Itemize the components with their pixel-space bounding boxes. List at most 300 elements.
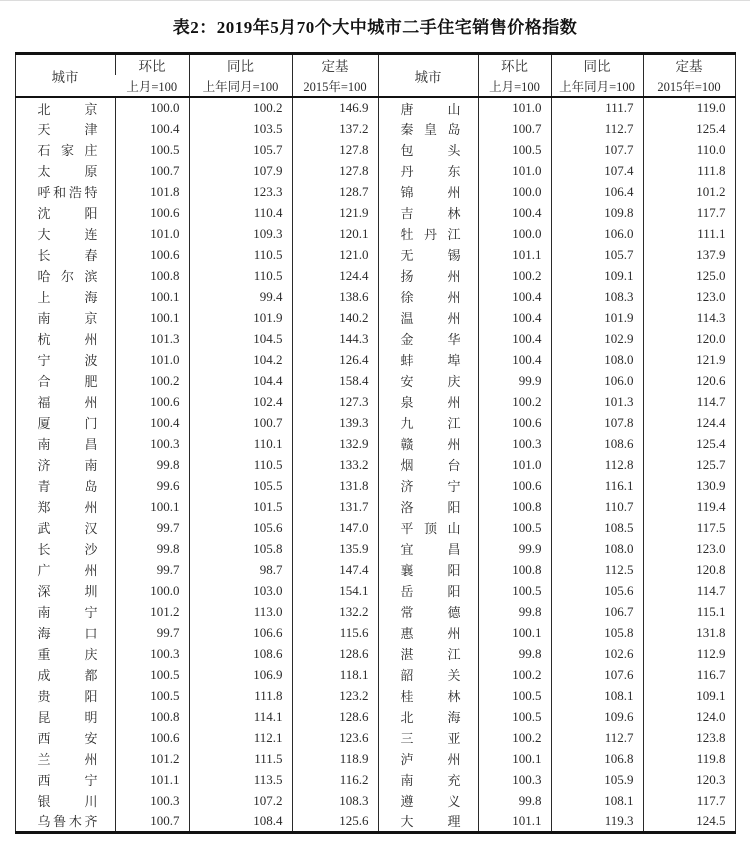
- header-base-right: 定基: [643, 54, 735, 76]
- city-name-right: 蚌埠: [378, 349, 478, 370]
- city-name-left: 兰州: [37, 752, 98, 767]
- city-name-right: 常德: [378, 601, 478, 622]
- yoy-value-left: 110.5: [189, 454, 292, 475]
- table-title: 表2：2019年5月70个大中城市二手住宅销售价格指数: [172, 18, 578, 37]
- city-name-left: 南宁: [37, 605, 98, 620]
- yoy-value-right: 109.6: [551, 706, 643, 727]
- yoy-value-right: 101.9: [551, 307, 643, 328]
- mom-value-right: 100.4: [478, 202, 551, 223]
- base-value-left: 120.1: [292, 223, 378, 244]
- yoy-value-left: 100.7: [189, 412, 292, 433]
- yoy-value-right: 111.7: [551, 97, 643, 118]
- yoy-value-left: 103.0: [189, 580, 292, 601]
- yoy-value-left: 110.1: [189, 433, 292, 454]
- mom-value-left: 100.6: [115, 391, 189, 412]
- city-name-left: 贵阳: [37, 689, 98, 704]
- city-name-left: 天津: [37, 122, 98, 137]
- table-row: [15, 517, 735, 538]
- table-row: [15, 412, 735, 433]
- yoy-value-left: 106.9: [189, 664, 292, 685]
- yoy-value-left: 114.1: [189, 706, 292, 727]
- base-value-right: 117.7: [643, 202, 735, 223]
- mom-value-right: 99.9: [478, 538, 551, 559]
- base-value-right: 110.0: [643, 139, 735, 160]
- table-row: [15, 685, 735, 706]
- mom-value-right: 100.4: [478, 307, 551, 328]
- table-row: [15, 328, 735, 349]
- table-row: [15, 370, 735, 391]
- yoy-value-left: 98.7: [189, 559, 292, 580]
- mom-value-right: 100.1: [478, 622, 551, 643]
- mom-value-left: 101.0: [115, 349, 189, 370]
- yoy-value-right: 107.7: [551, 139, 643, 160]
- mom-value-left: 100.0: [115, 97, 189, 118]
- header-mom-right: 环比: [478, 54, 551, 76]
- table-row: [15, 769, 735, 790]
- mom-value-left: 100.4: [115, 118, 189, 139]
- table-row: [15, 601, 735, 622]
- base-value-right: 120.3: [643, 769, 735, 790]
- mom-value-left: 100.4: [115, 412, 189, 433]
- yoy-value-right: 106.8: [551, 748, 643, 769]
- mom-value-left: 99.7: [115, 517, 189, 538]
- city-name-left: 重庆: [37, 647, 98, 662]
- base-value-right: 125.7: [643, 454, 735, 475]
- mom-value-right: 100.3: [478, 433, 551, 454]
- mom-value-left: 101.8: [115, 181, 189, 202]
- table-row: [15, 202, 735, 223]
- mom-value-right: 100.2: [478, 727, 551, 748]
- city-name-left: 呼和浩特: [37, 185, 98, 200]
- yoy-value-right: 110.7: [551, 496, 643, 517]
- base-value-right: 130.9: [643, 475, 735, 496]
- table-row: [15, 118, 735, 139]
- city-name-right: 秦皇岛: [378, 118, 478, 139]
- mom-value-left: 100.7: [115, 811, 189, 832]
- yoy-value-right: 108.1: [551, 685, 643, 706]
- yoy-value-right: 105.7: [551, 244, 643, 265]
- base-value-left: 127.8: [292, 139, 378, 160]
- base-value-left: 128.7: [292, 181, 378, 202]
- mom-value-left: 101.2: [115, 748, 189, 769]
- table-row: [15, 223, 735, 244]
- header-city-right: 城市: [378, 54, 478, 98]
- mom-value-right: 100.2: [478, 664, 551, 685]
- base-value-left: 131.7: [292, 496, 378, 517]
- yoy-value-right: 105.6: [551, 580, 643, 601]
- subheader-base-left: 2015年=100: [292, 75, 378, 97]
- mom-value-right: 101.0: [478, 97, 551, 118]
- city-name-right: 无锡: [378, 244, 478, 265]
- table-row: [15, 433, 735, 454]
- city-name-left: 福州: [37, 395, 98, 410]
- yoy-value-right: 102.9: [551, 328, 643, 349]
- base-value-left: 125.6: [292, 811, 378, 832]
- city-name-left: 南昌: [37, 437, 98, 452]
- mom-value-right: 101.0: [478, 160, 551, 181]
- price-index-table: [15, 52, 736, 834]
- yoy-value-left: 100.2: [189, 97, 292, 118]
- mom-value-left: 100.5: [115, 664, 189, 685]
- mom-value-left: 100.2: [115, 370, 189, 391]
- city-name-left: 厦门: [37, 416, 98, 431]
- city-name-left: 杭州: [37, 332, 98, 347]
- header-mom-left: 环比: [115, 54, 189, 76]
- subheader-yoy-left: 上年同月=100: [189, 75, 292, 97]
- base-value-left: 131.8: [292, 475, 378, 496]
- city-name-right: 丹东: [378, 160, 478, 181]
- mom-value-left: 99.8: [115, 454, 189, 475]
- city-name-left: 西宁: [37, 773, 98, 788]
- base-value-right: 111.1: [643, 223, 735, 244]
- base-value-left: 124.4: [292, 265, 378, 286]
- city-name-left: 乌鲁木齐: [37, 814, 98, 830]
- city-name-left: 广州: [37, 563, 98, 578]
- city-name-right: 安庆: [378, 370, 478, 391]
- city-name-right: 济宁: [378, 475, 478, 496]
- mom-value-left: 101.3: [115, 328, 189, 349]
- yoy-value-right: 108.1: [551, 790, 643, 811]
- city-name-left: 海口: [37, 626, 98, 641]
- yoy-value-right: 107.4: [551, 160, 643, 181]
- city-name-left: 合肥: [37, 374, 98, 389]
- yoy-value-right: 112.8: [551, 454, 643, 475]
- yoy-value-right: 108.6: [551, 433, 643, 454]
- city-name-right: 九江: [378, 412, 478, 433]
- city-name-right: 金华: [378, 328, 478, 349]
- yoy-value-right: 107.6: [551, 664, 643, 685]
- yoy-value-right: 101.3: [551, 391, 643, 412]
- city-name-right: 大理: [378, 811, 478, 832]
- base-value-left: 115.6: [292, 622, 378, 643]
- yoy-value-left: 107.2: [189, 790, 292, 811]
- base-value-right: 117.5: [643, 517, 735, 538]
- table-row: [15, 643, 735, 664]
- city-name-right: 宜昌: [378, 538, 478, 559]
- base-value-right: 124.5: [643, 811, 735, 832]
- city-name-left: 深圳: [37, 584, 98, 599]
- yoy-value-left: 103.5: [189, 118, 292, 139]
- city-name-right: 吉林: [378, 202, 478, 223]
- mom-value-left: 101.0: [115, 223, 189, 244]
- city-name-left: 南京: [37, 311, 98, 326]
- city-name-right: 徐州: [378, 286, 478, 307]
- mom-value-right: 100.8: [478, 559, 551, 580]
- table-row: [15, 265, 735, 286]
- yoy-value-left: 102.4: [189, 391, 292, 412]
- mom-value-left: 100.1: [115, 307, 189, 328]
- base-value-right: 120.6: [643, 370, 735, 391]
- yoy-value-right: 106.4: [551, 181, 643, 202]
- mom-value-right: 99.8: [478, 790, 551, 811]
- table-row: [15, 496, 735, 517]
- city-name-right: 襄阳: [378, 559, 478, 580]
- yoy-value-left: 106.6: [189, 622, 292, 643]
- base-value-left: 137.2: [292, 118, 378, 139]
- base-value-left: 135.9: [292, 538, 378, 559]
- base-value-left: 108.3: [292, 790, 378, 811]
- city-name-right: 烟台: [378, 454, 478, 475]
- base-value-left: 116.2: [292, 769, 378, 790]
- mom-value-right: 100.2: [478, 391, 551, 412]
- base-value-right: 109.1: [643, 685, 735, 706]
- base-value-right: 114.3: [643, 307, 735, 328]
- yoy-value-left: 111.8: [189, 685, 292, 706]
- yoy-value-left: 105.7: [189, 139, 292, 160]
- mom-value-right: 100.6: [478, 412, 551, 433]
- city-name-left: 宁波: [37, 353, 98, 368]
- base-value-right: 114.7: [643, 580, 735, 601]
- yoy-value-left: 110.5: [189, 244, 292, 265]
- city-name-left: 长沙: [37, 542, 98, 557]
- city-name-left: 济南: [37, 458, 98, 473]
- subheader-mom-right: 上月=100: [478, 75, 551, 97]
- yoy-value-left: 101.9: [189, 307, 292, 328]
- city-name-left: 青岛: [37, 479, 98, 494]
- subheader-base-right: 2015年=100: [643, 75, 735, 97]
- mom-value-right: 100.4: [478, 349, 551, 370]
- mom-value-left: 100.1: [115, 286, 189, 307]
- mom-value-left: 100.5: [115, 139, 189, 160]
- base-value-left: 128.6: [292, 643, 378, 664]
- yoy-value-left: 105.5: [189, 475, 292, 496]
- yoy-value-right: 105.9: [551, 769, 643, 790]
- city-name-left: 上海: [37, 290, 98, 305]
- yoy-value-left: 123.3: [189, 181, 292, 202]
- base-value-left: 138.6: [292, 286, 378, 307]
- base-value-left: 147.4: [292, 559, 378, 580]
- base-value-left: 139.3: [292, 412, 378, 433]
- mom-value-right: 100.4: [478, 328, 551, 349]
- city-name-left: 郑州: [37, 500, 98, 515]
- yoy-value-left: 107.9: [189, 160, 292, 181]
- mom-value-left: 99.7: [115, 559, 189, 580]
- city-name-right: 锦州: [378, 181, 478, 202]
- mom-value-left: 101.1: [115, 769, 189, 790]
- city-name-left: 西安: [37, 731, 98, 746]
- city-name-right: 唐山: [378, 97, 478, 118]
- city-name-right: 三亚: [378, 727, 478, 748]
- yoy-value-right: 109.8: [551, 202, 643, 223]
- base-value-right: 111.8: [643, 160, 735, 181]
- subheader-mom-left: 上月=100: [115, 75, 189, 97]
- yoy-value-left: 113.0: [189, 601, 292, 622]
- base-value-left: 132.2: [292, 601, 378, 622]
- mom-value-right: 99.9: [478, 370, 551, 391]
- header-base-left: 定基: [292, 54, 378, 76]
- table-row: [15, 559, 735, 580]
- city-name-left: 银川: [37, 794, 98, 809]
- mom-value-right: 100.5: [478, 706, 551, 727]
- base-value-left: 121.9: [292, 202, 378, 223]
- mom-value-left: 100.6: [115, 727, 189, 748]
- table-row: [15, 349, 735, 370]
- mom-value-left: 100.6: [115, 244, 189, 265]
- base-value-left: 158.4: [292, 370, 378, 391]
- yoy-value-right: 108.3: [551, 286, 643, 307]
- mom-value-left: 100.3: [115, 643, 189, 664]
- mom-value-right: 100.1: [478, 748, 551, 769]
- base-value-right: 119.4: [643, 496, 735, 517]
- table-row: [15, 391, 735, 412]
- mom-value-left: 100.0: [115, 580, 189, 601]
- yoy-value-left: 108.6: [189, 643, 292, 664]
- yoy-value-right: 106.0: [551, 223, 643, 244]
- mom-value-left: 100.7: [115, 160, 189, 181]
- mom-value-left: 100.6: [115, 202, 189, 223]
- base-value-right: 125.0: [643, 265, 735, 286]
- base-value-right: 124.4: [643, 412, 735, 433]
- table-row: [15, 664, 735, 685]
- base-value-right: 125.4: [643, 118, 735, 139]
- base-value-right: 123.0: [643, 538, 735, 559]
- yoy-value-left: 110.5: [189, 265, 292, 286]
- mom-value-left: 99.6: [115, 475, 189, 496]
- table-row: [15, 727, 735, 748]
- city-name-left: 成都: [37, 668, 98, 683]
- yoy-value-left: 104.5: [189, 328, 292, 349]
- header-yoy-right: 同比: [551, 54, 643, 76]
- table-row: [15, 454, 735, 475]
- yoy-value-left: 110.4: [189, 202, 292, 223]
- mom-value-left: 100.8: [115, 265, 189, 286]
- mom-value-right: 101.0: [478, 454, 551, 475]
- table-row: [15, 160, 735, 181]
- base-value-left: 144.3: [292, 328, 378, 349]
- city-name-right: 北海: [378, 706, 478, 727]
- yoy-value-right: 106.7: [551, 601, 643, 622]
- city-name-left: 北京: [37, 101, 98, 117]
- city-name-right: 韶关: [378, 664, 478, 685]
- table-row: [15, 790, 735, 811]
- table-body: [15, 97, 735, 832]
- base-value-left: 123.6: [292, 727, 378, 748]
- table-row: [15, 580, 735, 601]
- mom-value-left: 100.8: [115, 706, 189, 727]
- base-value-right: 123.0: [643, 286, 735, 307]
- mom-value-right: 101.1: [478, 244, 551, 265]
- city-name-right: 扬州: [378, 265, 478, 286]
- mom-value-right: 101.1: [478, 811, 551, 832]
- base-value-right: 116.7: [643, 664, 735, 685]
- base-value-left: 133.2: [292, 454, 378, 475]
- mom-value-right: 99.8: [478, 643, 551, 664]
- table-row: [15, 748, 735, 769]
- table-row: [15, 622, 735, 643]
- table-row: [15, 286, 735, 307]
- base-value-left: 146.9: [292, 97, 378, 118]
- base-value-left: 118.9: [292, 748, 378, 769]
- header-row-groups: [15, 54, 735, 76]
- mom-value-right: 100.5: [478, 139, 551, 160]
- table-row: [15, 97, 735, 118]
- yoy-value-right: 108.0: [551, 538, 643, 559]
- yoy-value-right: 108.0: [551, 349, 643, 370]
- base-value-right: 131.8: [643, 622, 735, 643]
- base-value-left: 121.0: [292, 244, 378, 265]
- base-value-left: 128.6: [292, 706, 378, 727]
- header-row-subs: [15, 75, 735, 97]
- city-name-left: 长春: [37, 248, 98, 263]
- city-name-right: 湛江: [378, 643, 478, 664]
- city-name-left: 大连: [37, 227, 98, 242]
- base-value-left: 132.9: [292, 433, 378, 454]
- base-value-left: 123.2: [292, 685, 378, 706]
- mom-value-right: 100.5: [478, 517, 551, 538]
- base-value-left: 118.1: [292, 664, 378, 685]
- yoy-value-right: 108.5: [551, 517, 643, 538]
- mom-value-right: 100.6: [478, 475, 551, 496]
- yoy-value-right: 112.7: [551, 727, 643, 748]
- base-value-right: 114.7: [643, 391, 735, 412]
- subheader-yoy-right: 上年同月=100: [551, 75, 643, 97]
- mom-value-left: 100.3: [115, 790, 189, 811]
- mom-value-right: 100.8: [478, 496, 551, 517]
- mom-value-right: 100.0: [478, 181, 551, 202]
- mom-value-left: 100.5: [115, 685, 189, 706]
- mom-value-left: 101.2: [115, 601, 189, 622]
- yoy-value-left: 101.5: [189, 496, 292, 517]
- base-value-right: 124.0: [643, 706, 735, 727]
- mom-value-right: 100.4: [478, 286, 551, 307]
- base-value-right: 117.7: [643, 790, 735, 811]
- city-name-right: 岳阳: [378, 580, 478, 601]
- city-name-left: 哈尔滨: [37, 269, 98, 284]
- yoy-value-right: 106.0: [551, 370, 643, 391]
- yoy-value-right: 109.1: [551, 265, 643, 286]
- city-name-right: 南充: [378, 769, 478, 790]
- mom-value-left: 100.1: [115, 496, 189, 517]
- base-value-left: 127.3: [292, 391, 378, 412]
- table-row: [15, 811, 735, 832]
- mom-value-left: 100.3: [115, 433, 189, 454]
- base-value-left: 126.4: [292, 349, 378, 370]
- base-value-right: 125.4: [643, 433, 735, 454]
- header-city-left: 城市: [15, 54, 115, 98]
- mom-value-left: 99.7: [115, 622, 189, 643]
- city-name-right: 遵义: [378, 790, 478, 811]
- city-name-right: 泉州: [378, 391, 478, 412]
- city-name-left: 昆明: [37, 710, 98, 725]
- yoy-value-right: 107.8: [551, 412, 643, 433]
- yoy-value-left: 105.6: [189, 517, 292, 538]
- yoy-value-right: 112.5: [551, 559, 643, 580]
- city-name-right: 赣州: [378, 433, 478, 454]
- mom-value-left: 99.8: [115, 538, 189, 559]
- yoy-value-left: 112.1: [189, 727, 292, 748]
- city-name-left: 武汉: [37, 521, 98, 536]
- yoy-value-left: 105.8: [189, 538, 292, 559]
- header-yoy-left: 同比: [189, 54, 292, 76]
- table-row: [15, 244, 735, 265]
- table-header: [15, 54, 735, 98]
- city-name-left: 石家庄: [37, 143, 98, 158]
- yoy-value-left: 104.4: [189, 370, 292, 391]
- mom-value-right: 100.5: [478, 685, 551, 706]
- city-name-right: 惠州: [378, 622, 478, 643]
- base-value-left: 140.2: [292, 307, 378, 328]
- base-value-right: 119.0: [643, 97, 735, 118]
- base-value-right: 123.8: [643, 727, 735, 748]
- yoy-value-left: 104.2: [189, 349, 292, 370]
- base-value-right: 121.9: [643, 349, 735, 370]
- base-value-left: 147.0: [292, 517, 378, 538]
- city-name-right: 牡丹江: [378, 223, 478, 244]
- city-name-right: 平顶山: [378, 517, 478, 538]
- base-value-left: 154.1: [292, 580, 378, 601]
- mom-value-right: 100.3: [478, 769, 551, 790]
- yoy-value-left: 111.5: [189, 748, 292, 769]
